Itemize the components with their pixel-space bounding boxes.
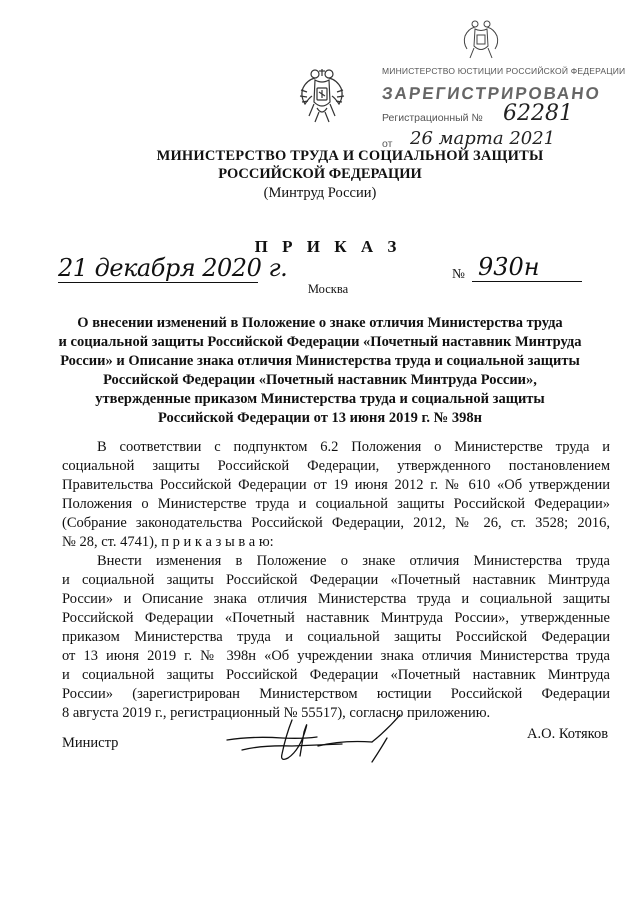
ministry-short-name: (Минтруд России)	[263, 185, 377, 201]
body-line: Внести изменения в Положение о знаке отличия Министерства труда	[97, 553, 610, 569]
body-line: приказом Министерства труда и социальной защиты Российской Федерации	[62, 629, 610, 645]
order-date: 21 декабря 2020 г.	[58, 254, 288, 282]
subject-line: Российской Федерации от 13 июня 2019 г. № 398н	[158, 410, 482, 426]
order-city: Москва	[307, 282, 349, 296]
body-line: России» (зарегистрирован Министерством юстиции Российской Федерации	[62, 686, 610, 702]
body-line: Российской Федерации «Почетный наставник Минтруда России», утвержденные	[62, 610, 610, 626]
body-line: Правительства Российской Федерации от 19 июня 2012 г. № 610 «Об утверждении	[62, 477, 610, 493]
coat-of-arms-icon	[297, 66, 347, 128]
subject-line: О внесении изменений в Положение о знаке отличия Министерства труда	[77, 315, 563, 331]
body-line: 8 августа 2019 г., регистрационный № 55517), согласно приложению.	[62, 705, 491, 721]
body-line: социальной защиты Российской Федерации, утвержденного постановлением	[62, 458, 610, 474]
body-line: В соответствии с подпунктом 6.2 Положения о Министерстве труда и	[97, 439, 610, 455]
body-line: (Собрание законодательства Российской Федерации, 2012, № 26, ст. 3528; 2016,	[62, 515, 610, 531]
stamp-emblem-icon	[460, 18, 502, 62]
document-title: П Р И К А З	[254, 237, 402, 256]
body-line: от 13 июня 2019 г. № 398н «Об учреждении знака отличия Министерства труда	[62, 648, 610, 664]
body-line: № 28, ст. 4741), п р и к а з ы в а ю:	[62, 534, 274, 550]
subject-line: утвержденные приказом Министерства труда и социальной защиты	[95, 391, 545, 407]
stamp-registered-label: ЗАРЕГИСТРИРОВАНО	[381, 84, 602, 103]
subject-line: Российской Федерации «Почетный наставник Минтруда России»,	[103, 372, 537, 388]
body-line: Положения о Министерстве труда и социальной защиты Российской Федерации»	[62, 496, 610, 512]
stamp-date-prefix: от	[382, 138, 393, 150]
body-line: России» и Описание знака отличия Министерства труда и социальной защиты	[62, 591, 610, 607]
stamp-ministry-line: МИНИСТЕРСТВО ЮСТИЦИИ РОССИЙСКОЙ ФЕДЕРАЦИИ	[382, 66, 626, 76]
stamp-regnum-label: Регистрационный №	[382, 112, 483, 124]
handwritten-signature	[222, 710, 422, 770]
ministry-name-line-1: МИНИСТЕРСТВО ТРУДА И СОЦИАЛЬНОЙ ЗАЩИТЫ	[156, 148, 544, 164]
signer-role: Министр	[62, 735, 119, 751]
body-line: и социальной защиты Российской Федерации «Почетный наставник Минтруда	[62, 667, 610, 683]
ministry-name-line-2: РОССИЙСКОЙ ФЕДЕРАЦИИ	[218, 166, 422, 182]
subject-line: России» и Описание знака отличия Министерства труда и социальной защиты	[60, 353, 580, 369]
order-number-label: №	[452, 266, 465, 281]
order-number: 930н	[478, 253, 540, 281]
stamp-registration-date: 26 марта 2021	[410, 128, 556, 149]
subject-line: и социальной защиты Российской Федерации «Почетный наставник Минтруда	[58, 334, 582, 350]
stamp-registration-number: 62281	[503, 101, 573, 126]
body-line: и социальной защиты Российской Федерации «Почетный наставник Минтруда	[62, 572, 610, 588]
signer-name: А.О. Котяков	[527, 726, 609, 742]
